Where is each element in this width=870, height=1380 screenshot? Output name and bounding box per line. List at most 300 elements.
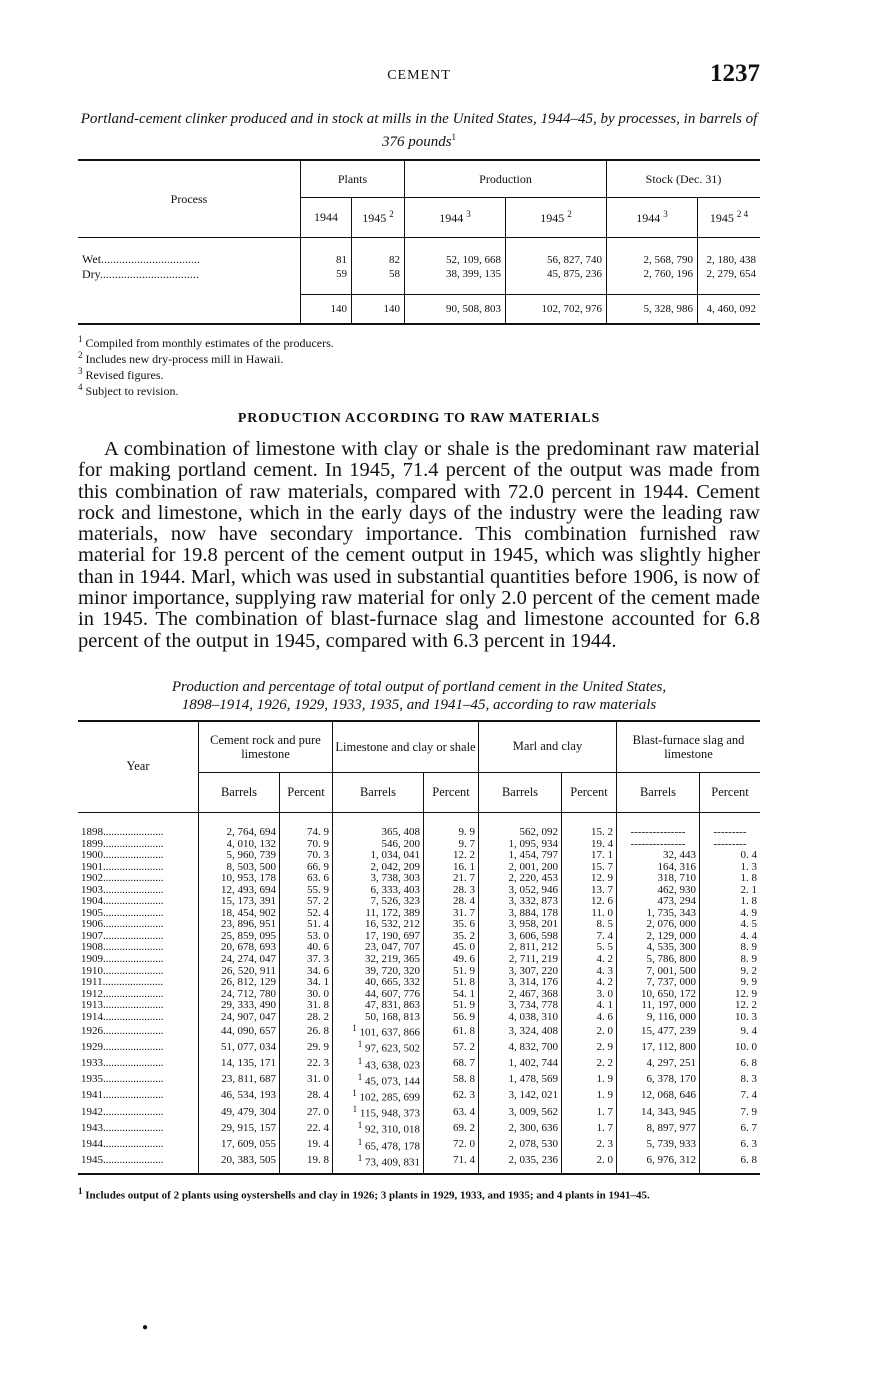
table-cell bbox=[333, 1137, 424, 1153]
table-cell bbox=[617, 1137, 700, 1153]
cell-value: 2, 076, 000 bbox=[646, 918, 696, 931]
table-cell bbox=[479, 1039, 562, 1055]
table-row bbox=[78, 1104, 760, 1120]
cell-value: 35. 6 bbox=[453, 918, 475, 931]
table-row bbox=[78, 1153, 760, 1174]
year-cell: 1912...................... bbox=[81, 987, 164, 1000]
cell-value: 462, 930 bbox=[657, 883, 696, 896]
cell-value: 3, 009, 562 bbox=[508, 1105, 558, 1118]
table-cell bbox=[333, 1153, 424, 1174]
cell-value: 3, 142, 021 bbox=[508, 1089, 558, 1102]
table-cell bbox=[562, 1120, 617, 1136]
cement-rock-header: Cement rock and pure limestone bbox=[199, 721, 333, 773]
cell-value: 32, 443 bbox=[663, 849, 696, 862]
table-cell bbox=[333, 1056, 424, 1072]
table-cell bbox=[562, 1023, 617, 1039]
cell-value: 3, 606, 598 bbox=[508, 929, 558, 942]
cell-value: 562, 092 bbox=[519, 825, 558, 838]
year-cell: 1900...................... bbox=[81, 849, 164, 862]
cell-value: 14, 135, 171 bbox=[221, 1057, 276, 1069]
year-value: 1929 bbox=[81, 1040, 103, 1053]
cell-value: 3, 738, 303 bbox=[370, 872, 420, 885]
running-head bbox=[78, 58, 760, 92]
cell-value: 37. 3 bbox=[307, 952, 329, 965]
table-cell bbox=[280, 1137, 333, 1153]
cell-value: 5, 960, 739 bbox=[226, 849, 276, 862]
cell-value: 46, 534, 193 bbox=[221, 1089, 276, 1102]
cell-value: 1. 8 bbox=[740, 895, 757, 908]
year-header: Year bbox=[78, 721, 199, 813]
year-cell: 1933...................... bbox=[81, 1057, 164, 1069]
year-value: 1935 bbox=[81, 1073, 103, 1086]
cell-value: 365, 408 bbox=[381, 825, 420, 838]
table-cell bbox=[280, 1153, 333, 1174]
cell-value: 7, 001, 500 bbox=[646, 964, 696, 977]
cell-value: 51. 9 bbox=[453, 999, 475, 1012]
cell-value: 7, 737, 000 bbox=[646, 976, 696, 989]
cell-value: 4. 2 bbox=[596, 952, 613, 965]
cell-value: 3, 734, 778 bbox=[508, 999, 558, 1012]
cell-value: 27. 0 bbox=[307, 1105, 329, 1118]
cell-value: 71. 4 bbox=[453, 1154, 475, 1167]
table1-footnotes bbox=[78, 333, 760, 397]
cell-value: 51, 077, 034 bbox=[221, 1040, 276, 1053]
table-cell bbox=[424, 1088, 479, 1104]
table-row bbox=[78, 1088, 760, 1104]
year-value: 1913 bbox=[81, 999, 103, 1012]
cell-value: 5, 739, 933 bbox=[646, 1138, 696, 1151]
raw-materials-table bbox=[78, 720, 760, 1175]
cell-value: 2, 035, 236 bbox=[508, 1154, 558, 1167]
year-cell: 1914...................... bbox=[81, 1010, 164, 1023]
cell-value: 29, 915, 157 bbox=[221, 1121, 276, 1134]
cell-value: 4. 1 bbox=[596, 999, 613, 1012]
cell-value: 15, 173, 391 bbox=[221, 895, 276, 908]
table-cell bbox=[479, 1137, 562, 1153]
cell-value: 2. 2 bbox=[596, 1057, 613, 1069]
barrels-header: Barrels bbox=[479, 772, 562, 812]
table-cell bbox=[617, 1012, 700, 1024]
cell: 4, 460, 092 bbox=[698, 294, 761, 324]
table2-caption-line2: 1898–1914, 1926, 1929, 1933, 1935, and 1941–45, according to raw materials bbox=[181, 696, 657, 713]
cell-value: 32, 219, 365 bbox=[365, 952, 420, 965]
cell-value: 1, 402, 744 bbox=[508, 1057, 558, 1069]
cell-value: 2, 300, 636 bbox=[508, 1121, 558, 1134]
cell-value: 546, 200 bbox=[381, 837, 420, 850]
footnote-ref: 1 bbox=[357, 1136, 363, 1147]
process-label: Wet................................. bbox=[82, 252, 201, 266]
cell-value: 3. 0 bbox=[596, 987, 613, 1000]
cell-value: 72. 0 bbox=[453, 1138, 475, 1151]
cell-value: 26, 812, 129 bbox=[221, 976, 276, 989]
table-row bbox=[78, 238, 760, 268]
table-cell bbox=[199, 1153, 280, 1174]
cell-value: 66. 9 bbox=[307, 860, 329, 873]
table-cell bbox=[280, 1088, 333, 1104]
footnote-ref: 1 bbox=[352, 1023, 357, 1034]
cell-value: 8. 9 bbox=[740, 941, 757, 954]
table-cell bbox=[199, 1120, 280, 1136]
cell-value: 63. 4 bbox=[453, 1105, 475, 1118]
section-heading: PRODUCTION ACCORDING TO RAW MATERIALS bbox=[237, 411, 601, 426]
table-cell bbox=[424, 1153, 479, 1174]
cell-value: 164, 316 bbox=[657, 860, 696, 873]
cell-value: 2. 0 bbox=[596, 1154, 613, 1167]
cell-value: 29. 9 bbox=[307, 1040, 329, 1053]
percent-header: Percent bbox=[562, 772, 617, 812]
cell-value: 28. 4 bbox=[307, 1089, 329, 1102]
cell: 140 bbox=[301, 294, 352, 324]
cell-value: 12. 2 bbox=[735, 999, 757, 1012]
table-cell bbox=[280, 1012, 333, 1024]
cell-value: 58. 8 bbox=[453, 1073, 475, 1086]
cell-value: 19. 8 bbox=[307, 1154, 329, 1167]
cell-value: 28. 4 bbox=[453, 895, 475, 908]
cell-value: 1. 7 bbox=[596, 1121, 613, 1134]
table-cell: --------------- bbox=[617, 812, 700, 838]
cell-value: 24, 712, 780 bbox=[221, 987, 276, 1000]
cell-value: 5, 786, 800 bbox=[646, 952, 696, 965]
year-value: 1900 bbox=[81, 849, 103, 862]
marl-clay-header: Marl and clay bbox=[479, 721, 617, 773]
table-cell bbox=[333, 1039, 424, 1055]
table-cell bbox=[333, 1023, 424, 1039]
year-cell: 1935...................... bbox=[81, 1073, 164, 1086]
table-cell bbox=[199, 1137, 280, 1153]
cell-value: 3, 052, 946 bbox=[508, 883, 558, 896]
process-header: Process bbox=[78, 160, 301, 238]
cell-value: 61. 8 bbox=[453, 1024, 475, 1037]
cell-value: 70. 3 bbox=[307, 849, 329, 862]
cell-value: 4. 3 bbox=[596, 964, 613, 977]
year-cell: 1942...................... bbox=[81, 1105, 164, 1118]
cell-value: 17, 112, 800 bbox=[641, 1040, 696, 1053]
table-cell bbox=[424, 1023, 479, 1039]
cell-value: 4. 4 bbox=[740, 929, 757, 942]
cell-value: 1. 9 bbox=[596, 1089, 613, 1102]
cell-value: 70. 9 bbox=[307, 837, 329, 850]
year-cell: 1899...................... bbox=[81, 837, 164, 850]
table-row bbox=[78, 1137, 760, 1153]
page-number: 1237 bbox=[710, 60, 760, 87]
cell-value: 12. 9 bbox=[591, 872, 613, 885]
table-cell bbox=[280, 1056, 333, 1072]
cell-value: 55. 9 bbox=[307, 883, 329, 896]
table-cell bbox=[700, 1023, 761, 1039]
cell-value: 6. 8 bbox=[740, 1154, 757, 1167]
table-row bbox=[78, 1023, 760, 1039]
cell: 56, 827, 740 bbox=[506, 238, 607, 268]
cell-value: 34. 6 bbox=[307, 964, 329, 977]
page-mark: ● bbox=[142, 1322, 149, 1333]
year-value: 1942 bbox=[81, 1105, 103, 1118]
year-cell: 1945...................... bbox=[81, 1154, 164, 1167]
table-cell bbox=[617, 1023, 700, 1039]
year-cell: 1913...................... bbox=[81, 999, 164, 1012]
cell-value: 4, 832, 700 bbox=[508, 1040, 558, 1053]
body-paragraph: A combination of limestone with clay or shale is the predominant raw material for making portland cement. In 1945, 71.4 percent of the output was made from this combination of raw materials, compared with 72.0 percent in 1944. Cement rock and limestone, which in the early days of the industry were the leading raw materials, now have secondary importance. This combination furnished raw material for 19.8 percent of the cement output in 1945, which was slightly higher than in 1944. Marl, which was used in substantial quantities before 1906, is now of minor importance, supplying raw material for only 2.0 percent of the cement made in 1945. The combination of blast-furnace slag and limestone accounted for 6.8 percent of the output in 1945, compared with 6.3 percent in 1944. bbox=[78, 438, 760, 652]
table-cell bbox=[199, 812, 280, 838]
cell-value: 1. 7 bbox=[596, 1105, 613, 1118]
cell-value: 18, 454, 902 bbox=[221, 906, 276, 919]
running-title: CEMENT bbox=[387, 68, 451, 83]
cell-value: 9. 2 bbox=[740, 964, 757, 977]
cell: 45, 875, 236 bbox=[506, 267, 607, 294]
cell-value: 92, 310, 018 bbox=[365, 1124, 420, 1137]
table-cell bbox=[700, 1056, 761, 1072]
production-header: Production bbox=[405, 160, 607, 198]
cell: 59 bbox=[301, 267, 352, 294]
percent-header: Percent bbox=[700, 772, 761, 812]
cell-value: 1, 454, 797 bbox=[508, 849, 558, 862]
percent-header: Percent bbox=[424, 772, 479, 812]
footnote-ref: 1 bbox=[357, 1039, 363, 1050]
cell-value: 17, 609, 055 bbox=[221, 1138, 276, 1151]
footnote-ref: 1 bbox=[357, 1152, 363, 1163]
year-cell: 1911...................... bbox=[81, 976, 164, 989]
cell-value: 56. 9 bbox=[453, 1010, 475, 1023]
cell-value: 11. 0 bbox=[591, 906, 613, 919]
cell-value: 15. 7 bbox=[591, 860, 613, 873]
year-value: 1901 bbox=[81, 860, 103, 873]
cell-value: 26. 8 bbox=[307, 1024, 329, 1037]
cell-value: 25, 859, 095 bbox=[221, 929, 276, 942]
cell-value: 49. 6 bbox=[453, 952, 475, 965]
year-value: 1912 bbox=[81, 987, 103, 1000]
cell-value: 6. 8 bbox=[740, 1057, 757, 1069]
table-cell bbox=[479, 1012, 562, 1024]
cell-value: 3, 958, 201 bbox=[508, 918, 558, 931]
year-value: 1898 bbox=[81, 825, 103, 838]
year-cell: 1898...................... bbox=[81, 825, 164, 838]
cell-value: 68. 7 bbox=[453, 1057, 475, 1069]
cell: 5, 328, 986 bbox=[607, 294, 698, 324]
cell-value: 51. 8 bbox=[453, 976, 475, 989]
cell-value: 10, 953, 178 bbox=[221, 872, 276, 885]
cell-value: 1, 478, 569 bbox=[508, 1073, 558, 1086]
year-cell: 1929...................... bbox=[81, 1040, 164, 1053]
table-cell bbox=[280, 1023, 333, 1039]
cell-value: 9. 9 bbox=[458, 825, 475, 838]
cell-value: 3, 884, 178 bbox=[508, 906, 558, 919]
footnote-ref: 1 bbox=[357, 1120, 363, 1131]
cell-value: 11, 197, 000 bbox=[641, 999, 696, 1012]
cell-value: 15. 2 bbox=[591, 825, 613, 838]
cell-value: 20, 383, 505 bbox=[221, 1154, 276, 1167]
cell-value: 29, 333, 490 bbox=[221, 999, 276, 1012]
footnote-ref: 1 bbox=[357, 1071, 363, 1082]
table-cell bbox=[479, 812, 562, 838]
prod-1945-header: 1945 $^2$ bbox=[506, 198, 607, 238]
cell-value: 23, 047, 707 bbox=[365, 941, 420, 954]
cell-value: 4. 6 bbox=[596, 1010, 613, 1023]
stock-1944-header: 1944 $^3$ bbox=[607, 198, 698, 238]
year-value: 1903 bbox=[81, 883, 103, 896]
cell-value: 52. 4 bbox=[307, 906, 329, 919]
table-cell bbox=[424, 1120, 479, 1136]
cell: 52, 109, 668 bbox=[405, 238, 506, 268]
cell-value: 2, 078, 530 bbox=[508, 1138, 558, 1151]
cell-value: 62. 3 bbox=[453, 1089, 475, 1102]
table-row bbox=[78, 267, 760, 294]
cell-value: 2, 129, 000 bbox=[646, 929, 696, 942]
table-cell bbox=[424, 1012, 479, 1024]
cell-value: 2, 711, 219 bbox=[508, 952, 558, 965]
cell-value: 16. 1 bbox=[453, 860, 475, 873]
table-cell bbox=[199, 1104, 280, 1120]
year-value: 1943 bbox=[81, 1121, 103, 1134]
percent-header: Percent bbox=[280, 772, 333, 812]
table-cell bbox=[617, 1104, 700, 1120]
cell-value: 26, 520, 911 bbox=[221, 964, 276, 977]
table-cell bbox=[562, 1056, 617, 1072]
table-cell bbox=[199, 1056, 280, 1072]
table-cell bbox=[562, 1153, 617, 1174]
cell-value: 102, 285, 699 bbox=[359, 1091, 420, 1104]
cell-value: 1. 8 bbox=[740, 872, 757, 885]
cell-value: 1, 095, 934 bbox=[508, 837, 558, 850]
clinker-table bbox=[78, 159, 760, 325]
cell: 81 bbox=[301, 238, 352, 268]
cell-value: 51. 9 bbox=[453, 964, 475, 977]
table-cell bbox=[333, 1012, 424, 1024]
table-cell bbox=[199, 1039, 280, 1055]
cell-value: 2. 3 bbox=[596, 1138, 613, 1151]
year-cell: 1926...................... bbox=[81, 1024, 164, 1037]
total-label bbox=[78, 294, 301, 324]
cell-value: 74. 9 bbox=[307, 825, 329, 838]
cell-value: 20, 678, 693 bbox=[221, 941, 276, 954]
table-cell bbox=[199, 1072, 280, 1088]
cell-value: 23, 896, 951 bbox=[221, 918, 276, 931]
cell-value: 3, 314, 176 bbox=[508, 976, 558, 989]
table-cell bbox=[617, 1072, 700, 1088]
table-cell bbox=[479, 1056, 562, 1072]
cell-value: 19. 4 bbox=[307, 1138, 329, 1151]
cell-value: 8. 3 bbox=[740, 1073, 757, 1086]
cell-value: 6. 7 bbox=[740, 1121, 757, 1134]
table-cell bbox=[562, 1072, 617, 1088]
cell-value: 63. 6 bbox=[307, 872, 329, 885]
year-value: 1909 bbox=[81, 952, 103, 965]
table-cell bbox=[562, 1104, 617, 1120]
cell-value: 28. 3 bbox=[453, 883, 475, 896]
table-cell bbox=[479, 1072, 562, 1088]
table-cell bbox=[424, 1072, 479, 1088]
year-value: 1910 bbox=[81, 964, 103, 977]
cell-value: 2, 001, 200 bbox=[508, 860, 558, 873]
cell-value: 7. 4 bbox=[596, 929, 613, 942]
year-value: 1945 bbox=[81, 1154, 103, 1167]
table2-body bbox=[78, 812, 760, 1174]
cell-value: 47, 831, 863 bbox=[365, 999, 420, 1012]
cell-value: 97, 623, 502 bbox=[365, 1043, 420, 1056]
cell: 2, 279, 654 bbox=[698, 267, 761, 294]
cell: 140 bbox=[352, 294, 405, 324]
year-cell: 1901...................... bbox=[81, 860, 164, 873]
cell-value: 43, 638, 023 bbox=[365, 1059, 420, 1072]
cell-value: 12. 6 bbox=[591, 895, 613, 908]
cell-value: 4. 2 bbox=[596, 976, 613, 989]
cell-value: 10. 3 bbox=[735, 1010, 757, 1023]
prod-1944-header: 1944 $^3$ bbox=[405, 198, 506, 238]
cell-value: 40, 665, 332 bbox=[365, 976, 420, 989]
cell-value: 54. 1 bbox=[453, 987, 475, 1000]
cell-value: 115, 948, 373 bbox=[359, 1107, 420, 1120]
cell: 2, 568, 790 bbox=[607, 238, 698, 268]
footnote: $^2$ Includes new dry-process mill in Hawaii. bbox=[78, 350, 284, 366]
cell-value: 24, 274, 047 bbox=[221, 952, 276, 965]
cell-value: 13. 7 bbox=[591, 883, 613, 896]
year-value: 1906 bbox=[81, 918, 103, 931]
process-label: Dry................................. bbox=[82, 267, 199, 281]
table-cell bbox=[562, 1137, 617, 1153]
table-row bbox=[78, 1012, 760, 1024]
table-cell bbox=[479, 1088, 562, 1104]
cell-value: 12, 493, 694 bbox=[221, 883, 276, 896]
cell-value: 2, 764, 694 bbox=[226, 825, 276, 838]
cell-value: 31. 8 bbox=[307, 999, 329, 1012]
cell-value: 2. 0 bbox=[596, 1024, 613, 1037]
blast-furnace-header: Blast-furnace slag and limestone bbox=[617, 721, 761, 773]
cell: 2, 760, 196 bbox=[607, 267, 698, 294]
table-cell bbox=[280, 1039, 333, 1055]
table-cell bbox=[700, 1137, 761, 1153]
cell-value: 8. 5 bbox=[596, 918, 613, 931]
cell-value: 4. 5 bbox=[740, 918, 757, 931]
table-cell bbox=[562, 1039, 617, 1055]
year-cell: 1906...................... bbox=[81, 918, 164, 931]
footnote-ref: 1 bbox=[352, 1088, 357, 1099]
table-cell bbox=[617, 1153, 700, 1174]
year-cell: 1902...................... bbox=[81, 872, 164, 885]
cell-value: 4, 010, 132 bbox=[226, 837, 276, 850]
year-value: 1944 bbox=[81, 1138, 103, 1151]
year-cell: 1943...................... bbox=[81, 1121, 164, 1134]
table-cell bbox=[424, 1039, 479, 1055]
cell-value: 473, 294 bbox=[657, 895, 696, 908]
cell-value: 2, 042, 209 bbox=[370, 860, 420, 873]
cell-value: 7. 9 bbox=[740, 1105, 757, 1118]
table-cell bbox=[479, 1153, 562, 1174]
table-cell bbox=[562, 1012, 617, 1024]
table-cell bbox=[280, 812, 333, 838]
table-cell bbox=[199, 1088, 280, 1104]
cell-value: 31. 0 bbox=[307, 1073, 329, 1086]
table-cell bbox=[617, 1056, 700, 1072]
year-value: 1908 bbox=[81, 941, 103, 954]
cell-value: 45. 0 bbox=[453, 941, 475, 954]
cell-value: 8, 503, 500 bbox=[226, 860, 276, 873]
cell-value: 53. 0 bbox=[307, 929, 329, 942]
table-cell bbox=[562, 1088, 617, 1104]
cell-value: 15, 477, 239 bbox=[641, 1024, 696, 1037]
cell-value: 9. 9 bbox=[740, 976, 757, 989]
footnote-ref: 1 bbox=[352, 1104, 358, 1115]
cell-value: 22. 4 bbox=[307, 1121, 329, 1134]
cell-value: 16, 532, 212 bbox=[365, 918, 420, 931]
table2-footnote: $^1$ Includes output of 2 plants using oystershells and clay in 1926; 3 plants in 1929, 1933, and 1935; and 4 plants in 1941–45. bbox=[78, 1186, 650, 1202]
cell-value: 57. 2 bbox=[307, 895, 329, 908]
cell-value: 31. 7 bbox=[453, 906, 475, 919]
year-cell: 1903...................... bbox=[81, 883, 164, 896]
cell: 58 bbox=[352, 267, 405, 294]
cell-value: 44, 607, 776 bbox=[365, 987, 420, 1000]
cell-value: 39, 720, 320 bbox=[365, 964, 420, 977]
cell-value: 10, 650, 172 bbox=[641, 987, 696, 1000]
table-cell bbox=[479, 1104, 562, 1120]
cell-value: 4, 535, 300 bbox=[646, 941, 696, 954]
